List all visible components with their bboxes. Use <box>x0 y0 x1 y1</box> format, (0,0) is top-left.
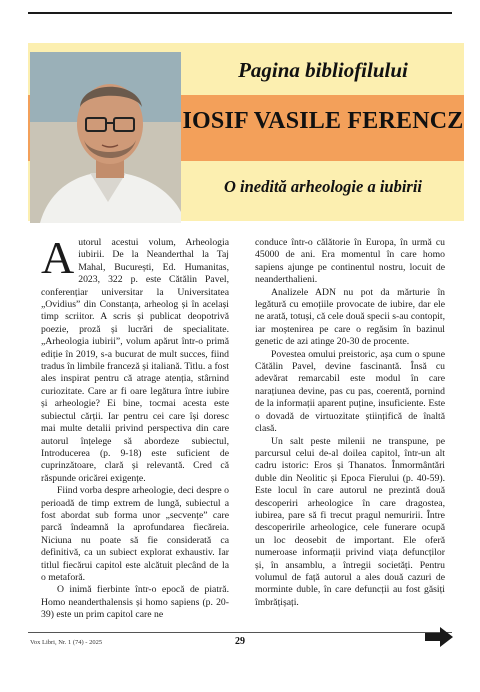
paragraph <box>41 232 229 485</box>
paragraph: Un salt peste milenii ne transpune, pe parcursul celui de-al doilea capitol, într-un alt cadru istoric: Eros și Thanatos. Înmormântări duble din Neolitic și Epoca Fierului (p. 40-59). Este locul în care autorul ne prezintă două descoperiri arheologice în care dragostea, iubirea, pare să fi trecut pragul nemuririi. Între descoperirile arheologice, cele funerare ocupă un loc deosebit de important. Ele oferă numeroase informații privind viața defuncților și, în ansamblu, a întregii societăți. Pentru volumul de față autorul a ales două cazuri de morminte duble, în care defuncții au fost găsiți îmbrățișați. <box>255 435 445 608</box>
arrow-right-icon[interactable] <box>424 626 454 653</box>
footer-rule <box>28 632 452 633</box>
article-column-right <box>255 237 445 609</box>
article-column-left <box>41 232 229 622</box>
paragraph: Analizele ADN nu pot da mărturie în legătură cu emoțiile provocate de iubire, dar ele ne arată, totuși, că cele două specii s-au contopit, iar moștenirea pe care o regăsim în bazinul genetic de azi atinge 20-30 de procente. <box>255 286 445 348</box>
paragraph: conduce într-o călătorie în Europa, în urmă cu 45000 de ani. Era momentul în care homo sapiens ajunge pe continentul nostru, locuit de neanderthalieni. <box>255 237 445 286</box>
page-number: 29 <box>235 636 245 647</box>
article-title: O inedită arheologie a iubirii <box>223 177 423 196</box>
author-name: IOSIF VASILE FERENCZ <box>182 108 464 134</box>
drop-cap: A <box>41 232 75 283</box>
paragraph-text: utorul acestui volum, Arheologia iubirii. De la Neanderthal la Taj Mahal, București, Ed. Humanitas, 2023, 322 p. este Cătălin Pavel, conferențiar universitar la Universitatea „Ovidius” din Constanța, arheolog și în același timp scriitor. A scris și publicat deopotrivă poezie, proză și lucrări de specialitate. „Arheologia iubirii”, volum apărut într-o primă ediție în 2019, s-a bucurat de mult succes, fiind tradus în limbile franceză și italiană. Titlu. a fost ales inspirat pentru că atrage atenția, stârnind curiozitate. Care ar fi oare legătura între iubire și arheologie? Ei bine, tocmai acesta este subiectul cărții. Iar pentru cei care își doresc mai multe detalii privind perspectiva din care autorul înțelege să abordeze subiectul, Introducerea (p. 9-18) este suficient de cuprinzătoare, clară și relevantă. Cred că răspunde oricărei exigențe. <box>41 237 229 484</box>
top-rule <box>28 12 452 14</box>
author-portrait <box>30 52 181 223</box>
section-kicker: Pagina bibliofilului <box>238 58 408 82</box>
paragraph: Fiind vorba despre arheologie, deci despre o perioadă de timp extrem de lungă, subiectul a fost abordat sub forma unor „secvențe” care parcă îndeamnă la aprofundarea fiecăreia. Niciuna nu poate să fie considerată ca definitivă, ca un subiect explorat exhaustiv. Iar titlul fiecărui capitol este alcătuit plecând de la o metaforă. <box>41 485 229 583</box>
paragraph: O inimă fierbinte într-o epocă de piatră. Homo neanderthalensis și homo sapiens (p. 20-39) este un prim capitol care ne <box>41 584 229 621</box>
portrait-illustration <box>30 52 181 223</box>
paragraph: Povestea omului preistoric, așa cum o spune Cătălin Pavel, devine fascinantă. Însă cu adevărat remarcabil este modul în care narațiunea devine, pas cu pas, coerentă, pornind de la informații aparent puține, insuficiente. Este o dovadă de virtuozitate științifică de înaltă clasă. <box>255 348 445 435</box>
journal-issue: Vox Libri, Nr. 1 (74) - 2025 <box>30 639 103 646</box>
